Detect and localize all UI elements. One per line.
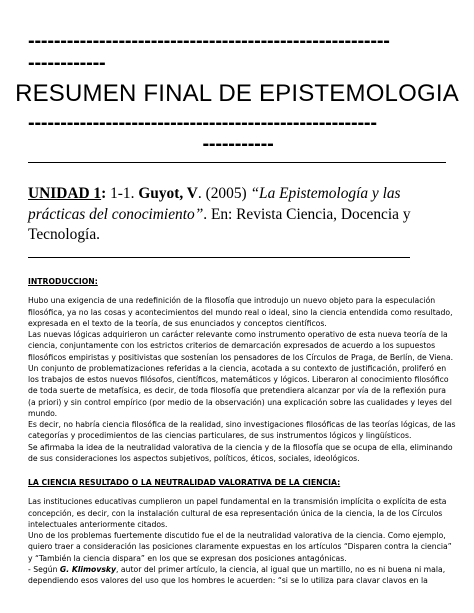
section-heading: LA CIENCIA RESULTADO O LA NEUTRALIDAD VALORATIVA DE LA CIENCIA: — [28, 478, 341, 487]
dash-line: ------------ — [28, 52, 106, 74]
paragraph: Uno de los problemas fuertemente discutido fue el de la neutralidad valorativa de la ciencia. Como ejemplo, quiero traer a consideración las posiciones claramente expuestas en los artículos “Disparen contra la ciencia” y “También la ciencia dispara” en los que se expresan dos posiciones antagónicas. — [28, 531, 452, 563]
unit-colon: : — [101, 185, 107, 202]
unit-source: . En: Revista Ciencia, Docencia y Tecnología. — [28, 205, 411, 243]
section-heading: INTRODUCCION: — [28, 277, 98, 286]
cited-author: G. Klimovsky — [59, 564, 117, 574]
dash-line: ----------- — [202, 133, 274, 155]
paragraph — [28, 564, 456, 587]
horizontal-rule — [28, 257, 410, 258]
unit-label: UNIDAD 1 — [28, 185, 102, 202]
document-title: RESUMEN FINAL DE EPISTEMOLOGIA — [15, 80, 459, 107]
dash-line: -------------------------------------------------------- — [28, 30, 390, 52]
paragraph: Es decir, no habría ciencia filosófica de la realidad, sino investigaciones filosóficas de las teorías lógicas, de las categorías y procedimientos de las ciencias particulares, de sus instrumentos lógicos y lingüísticos. — [28, 420, 456, 441]
unit-year: . (2005) — [197, 185, 251, 202]
horizontal-rule — [28, 162, 446, 163]
paragraph-prefix: - Según — [28, 564, 60, 574]
paragraph: Hubo una exigencia de una redefinición de la filosofía que introdujo un nuevo objeto para la especulación filosófica, ya no las cosas y acontecimientos del mundo real o ideal, sino la ciencia entendida como resultado, expresada en el texto de la teoría, de sus enunciados y conceptos científicos. — [28, 296, 453, 328]
unit-heading — [28, 184, 448, 246]
paragraph: Las instituciones educativas cumplieron un papel fundamental en la transmisión implícita o explícita de esta concepción, es decir, con la instalación cultural de esa representación única de la ciencia, la de los Círculos intelectuales anteriormente citados. — [28, 497, 447, 529]
paragraph: Un conjunto de problematizaciones referidas a la ciencia, acotada a su contexto de justificación, proliferó en los trabajos de estos nuevos filósofos, científicos, matemáticos y lógicos. Liberaron al conocimiento filosófico de toda suerte de metafísica, es decir, de toda filosofía que pretendiera alcanzar por vía de la reflexión pura (a priori) y sin control empírico (por medio de la observación) una explicación sobre las cualidades y leyes del mundo. — [28, 363, 452, 418]
paragraph: Se afirmaba la idea de la neutralidad valorativa de la ciencia y de la filosofía que se ocupa de ella, eliminando de sus consideraciones los aspectos subjetivos, políticos, éticos, sociales, ideológicos. — [28, 442, 453, 463]
unit-author: Guyot, V — [138, 185, 198, 202]
paragraph-text: , autor del primer artículo, la ciencia, al igual que un martillo, no es ni buena ni mala, dependiendo esos valores del uso que los hombres le acuerden: “si se lo utiliza para clavar clavos en la — [28, 564, 446, 585]
dash-line: ------------------------------------------------------ — [28, 112, 377, 134]
unit-work-title: “La Epistemología y las prácticas del conocimiento” — [28, 185, 401, 223]
paragraph: Las nuevas lógicas adquirieron un carácter relevante como instrumento operativo de esta nueva teoría de la ciencia, conjuntamente con los estrictos criterios de demarcación expresados de acuerdo a los supuestos filosóficos empiristas y positivistas que sostenían los pensadores de los Círculos de Praga, de Berlín, de Viena. — [28, 330, 454, 362]
unit-number: 1-1. — [106, 185, 139, 202]
document-body — [28, 276, 456, 586]
